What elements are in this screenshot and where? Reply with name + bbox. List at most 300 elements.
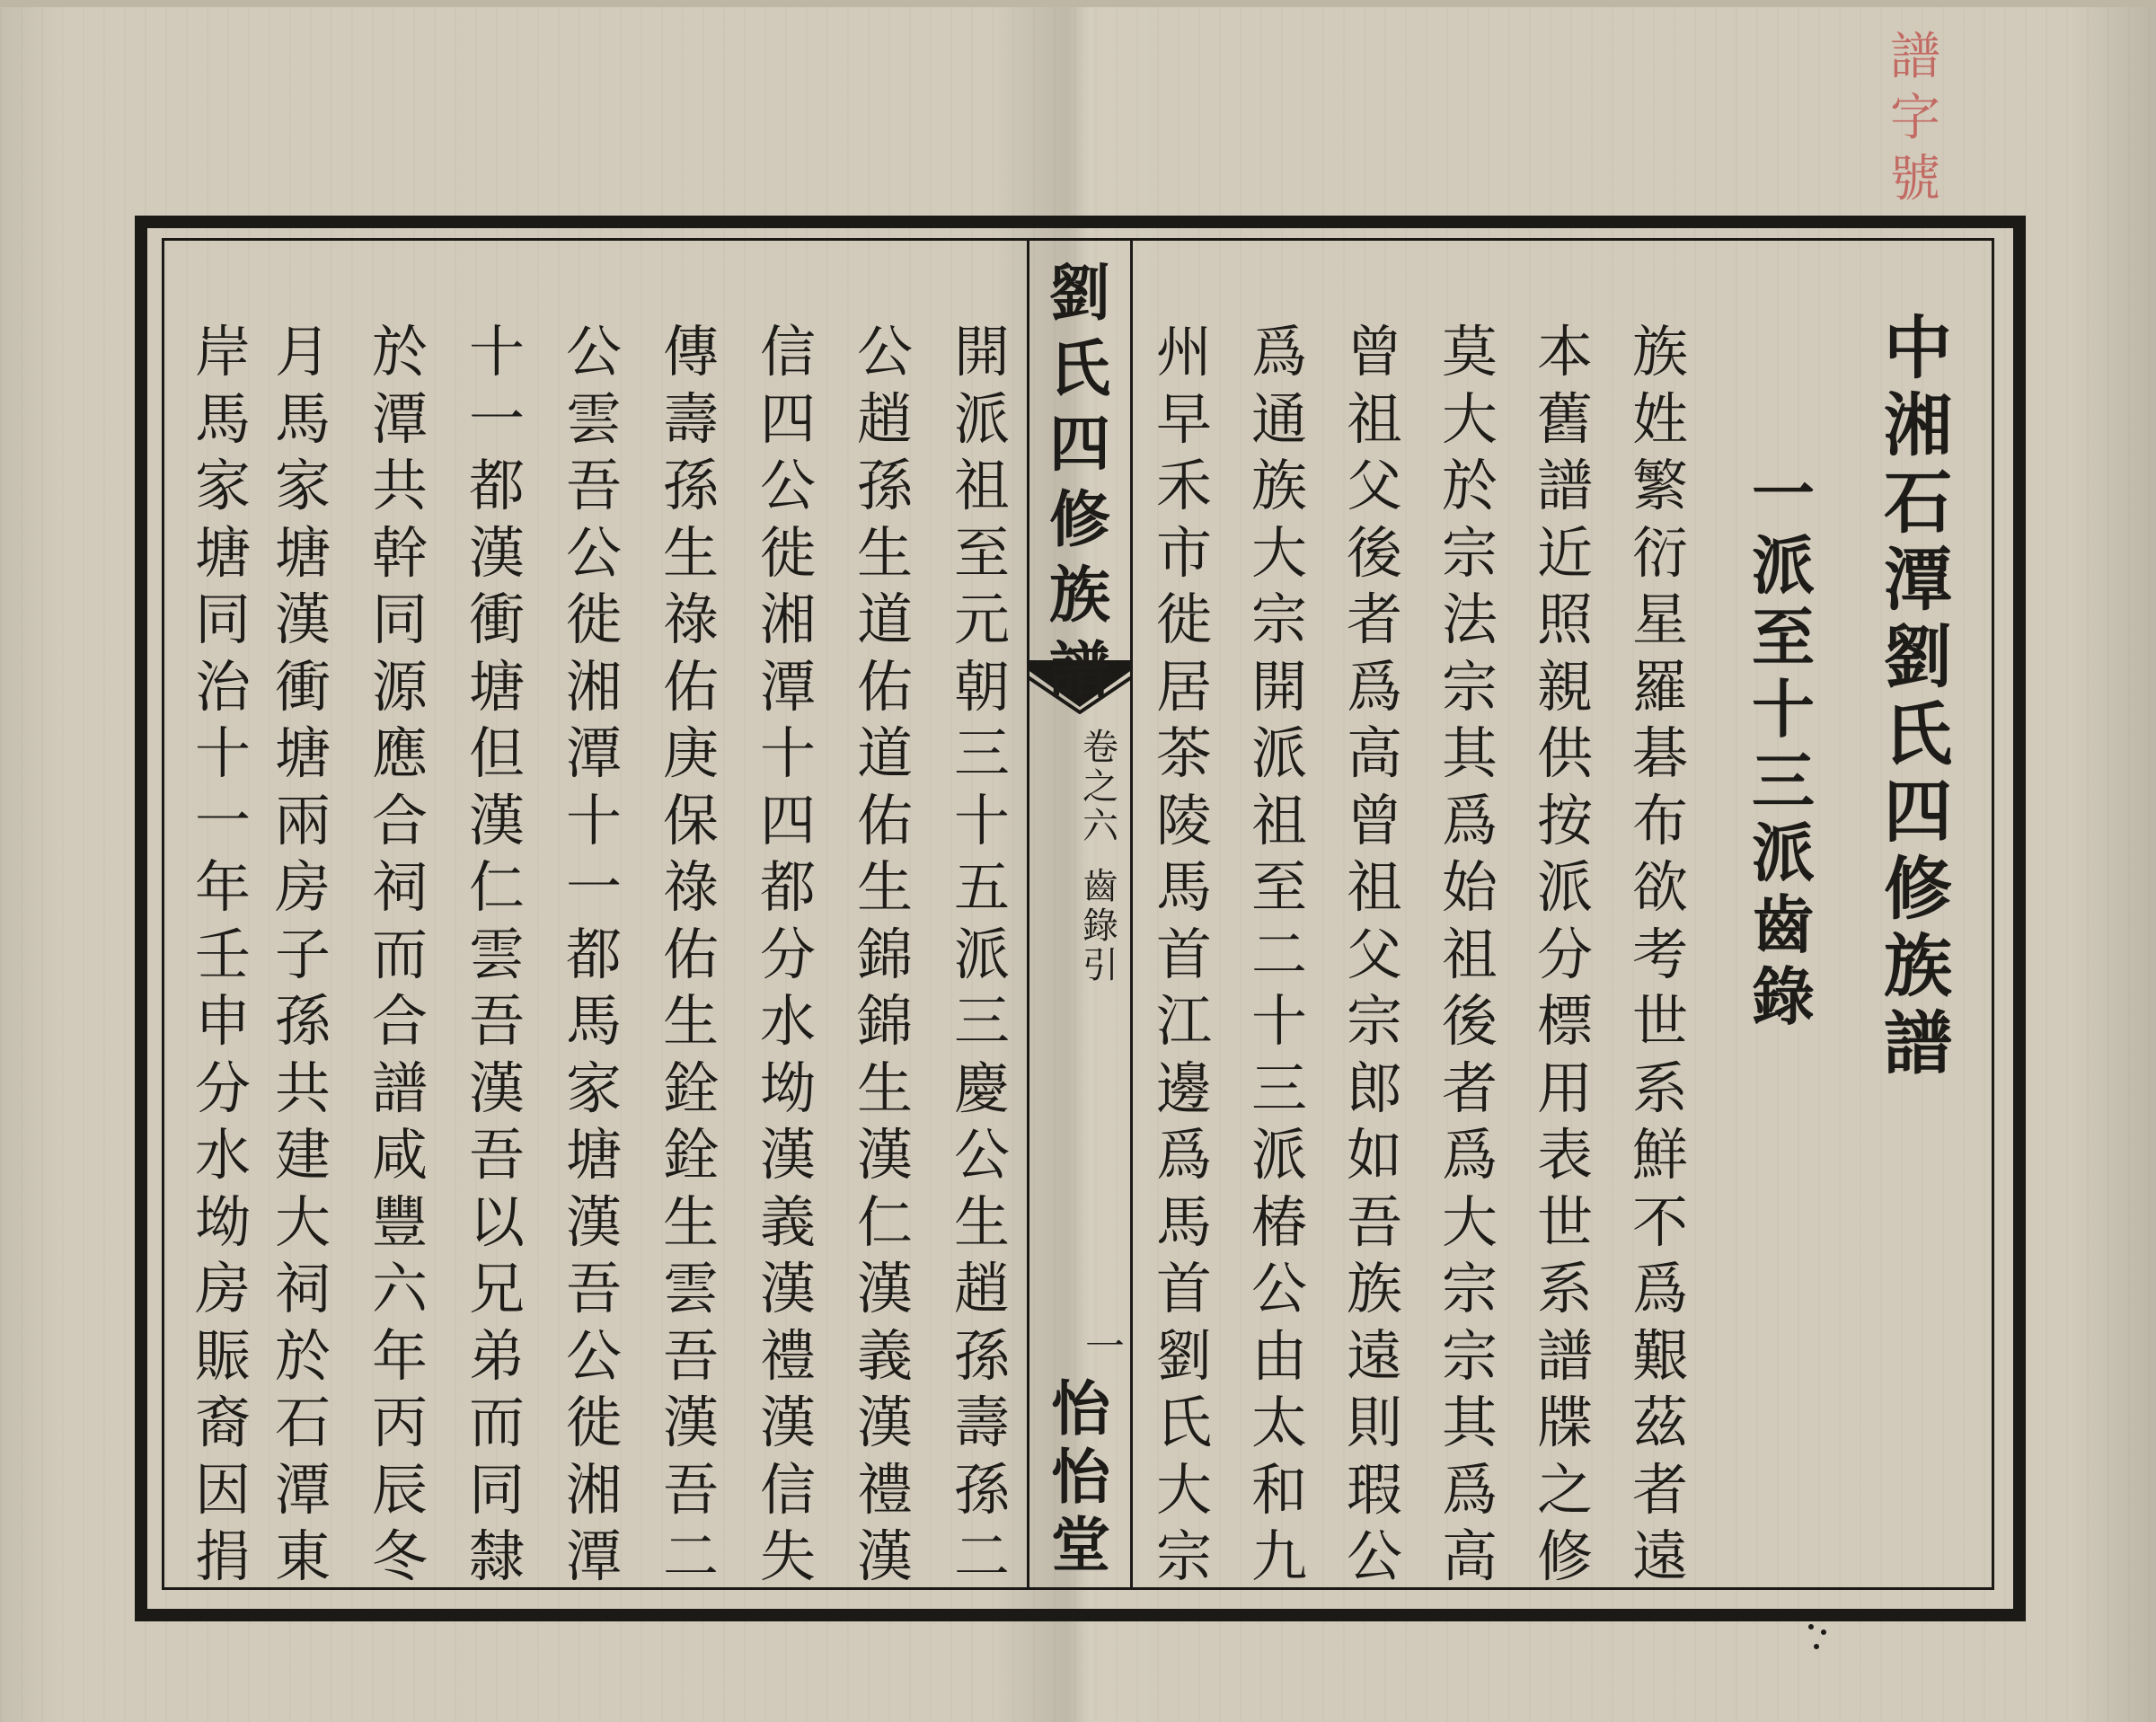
glyph: 漢: [856, 1523, 913, 1589]
glyph: 二: [662, 1523, 719, 1589]
glyph: 照: [1536, 587, 1593, 652]
glyph: 族: [1346, 1256, 1402, 1321]
left-text-column-1: [941, 319, 1022, 1591]
glyph: 塘: [468, 653, 525, 720]
glyph: 家: [565, 1055, 622, 1121]
glyph: 禮: [856, 1456, 913, 1523]
glyph: 宗: [1155, 1523, 1212, 1589]
glyph: 祖: [953, 453, 1010, 518]
glyph: 於: [371, 319, 428, 384]
glyph: 湘: [1884, 385, 1952, 465]
glyph: 雲: [565, 385, 622, 452]
glyph: 漢: [468, 519, 525, 586]
glyph: 漢: [856, 1122, 913, 1188]
glyph: 羅: [1631, 653, 1688, 720]
banxin-juan: [1074, 728, 1127, 846]
glyph: 漢: [565, 1188, 622, 1255]
glyph: 丙: [371, 1390, 428, 1455]
glyph: 捐: [194, 1523, 251, 1589]
glyph: 保: [662, 787, 719, 853]
glyph: 州: [1155, 319, 1212, 384]
glyph: 共: [274, 1055, 331, 1121]
glyph: 修: [1884, 849, 1952, 929]
glyph: 父: [1346, 921, 1402, 987]
glyph: 艱: [1631, 1322, 1688, 1389]
glyph: 馬: [194, 385, 251, 452]
glyph: 祖: [1441, 921, 1498, 987]
glyph: 宗: [1441, 1322, 1498, 1389]
glyph: 由: [1250, 1322, 1307, 1389]
glyph: 錄: [1082, 905, 1118, 947]
glyph: 吾: [565, 1256, 622, 1321]
glyph: 孫: [953, 1322, 1010, 1389]
left-text-column-3: [747, 319, 828, 1591]
glyph: 十: [953, 787, 1010, 853]
glyph: 一: [565, 854, 622, 920]
glyph: 布: [1631, 787, 1688, 853]
glyph: 爲: [1441, 787, 1498, 853]
glyph: 大: [1155, 1456, 1212, 1523]
banxin-hall-name: [1036, 1374, 1126, 1579]
glyph: 系: [1631, 1055, 1688, 1121]
glyph: 茲: [1631, 1390, 1688, 1455]
glyph: 治: [194, 653, 251, 720]
glyph: 者: [1346, 587, 1402, 652]
glyph: 一: [1085, 1324, 1125, 1370]
glyph: 四: [1884, 772, 1952, 852]
glyph: 吾: [1346, 1188, 1402, 1255]
glyph: 宗: [1441, 653, 1498, 720]
glyph: 齒: [1752, 887, 1815, 962]
glyph: 四: [1048, 409, 1110, 481]
glyph: 譜: [1536, 1322, 1593, 1389]
glyph: 潭: [565, 1523, 622, 1589]
glyph: 錦: [856, 988, 913, 1054]
glyph: 族: [1250, 453, 1307, 518]
glyph: 共: [371, 453, 428, 518]
right-page-subtitle: [1738, 458, 1828, 1033]
glyph: 家: [194, 453, 251, 518]
glyph: 祖: [1346, 854, 1402, 920]
glyph: 子: [274, 921, 331, 987]
glyph: 兄: [468, 1256, 525, 1321]
glyph: 和: [1250, 1456, 1307, 1523]
glyph: 義: [856, 1322, 913, 1389]
glyph: 慶: [953, 1055, 1010, 1121]
glyph: 以: [468, 1188, 525, 1255]
right-page-title: [1869, 310, 1967, 1082]
glyph: 至: [953, 519, 1010, 586]
glyph: 生: [856, 854, 913, 920]
glyph: 之: [1536, 1456, 1593, 1523]
glyph: 賑: [194, 1322, 251, 1389]
glyph: 宗: [1441, 519, 1498, 586]
glyph: 二: [1250, 921, 1307, 987]
right-text-column-3: [1429, 319, 1510, 1591]
glyph: 分: [759, 921, 816, 987]
glyph: 譜: [1890, 28, 1940, 86]
glyph: 衝: [468, 587, 525, 652]
glyph: 塘: [565, 1122, 622, 1188]
glyph: 義: [759, 1188, 816, 1255]
glyph: 潭: [371, 385, 428, 452]
glyph: 族: [1884, 926, 1952, 1006]
glyph: 三: [953, 988, 1010, 1054]
glyph: 堂: [1051, 1510, 1110, 1580]
glyph: 二: [953, 1523, 1010, 1589]
glyph: 孫: [662, 453, 719, 518]
glyph: 辰: [371, 1456, 428, 1523]
glyph: 字: [1890, 89, 1940, 147]
glyph: 號: [1890, 150, 1940, 208]
glyph: 弟: [468, 1322, 525, 1389]
glyph: 近: [1536, 519, 1593, 586]
glyph: 派: [1250, 720, 1307, 786]
banxin-section: [1074, 867, 1127, 985]
left-text-column-5: [553, 319, 634, 1591]
glyph: 湘: [565, 1456, 622, 1523]
glyph: 早: [1155, 385, 1212, 452]
glyph: 氏: [1884, 694, 1952, 774]
glyph: 派: [1250, 1122, 1307, 1188]
glyph: 銓: [662, 1055, 719, 1121]
glyph: 劉: [1048, 258, 1110, 330]
glyph: 生: [662, 519, 719, 586]
glyph: 開: [953, 319, 1010, 384]
glyph: 祖: [1250, 787, 1307, 853]
glyph: 衝: [274, 653, 331, 720]
glyph: 仁: [856, 1188, 913, 1255]
glyph: 徙: [759, 519, 816, 586]
left-text-column-8: [262, 319, 343, 1591]
glyph: 道: [856, 587, 913, 652]
glyph: 太: [1250, 1390, 1307, 1455]
glyph: 爲: [1441, 1456, 1498, 1523]
glyph: 星: [1631, 587, 1688, 652]
glyph: 因: [194, 1456, 251, 1523]
glyph: 後: [1441, 988, 1498, 1054]
glyph: 佑: [856, 787, 913, 853]
glyph: 族: [1631, 319, 1688, 384]
glyph: 禾: [1155, 453, 1212, 518]
glyph: 中: [1884, 308, 1952, 388]
glyph: 潭: [274, 1456, 331, 1523]
glyph: 高: [1441, 1523, 1498, 1589]
glyph: 公: [759, 453, 816, 518]
glyph: 馬: [565, 988, 622, 1054]
glyph: 於: [1441, 453, 1498, 518]
glyph: 始: [1441, 854, 1498, 920]
glyph: 壬: [194, 921, 251, 987]
glyph: 莫: [1441, 319, 1498, 384]
glyph: 月: [274, 319, 331, 384]
glyph: 瑕: [1346, 1456, 1402, 1523]
glyph: 漢: [662, 1390, 719, 1455]
glyph: 公: [1346, 1523, 1402, 1589]
banxin-title: [1030, 256, 1129, 709]
glyph: 應: [371, 720, 428, 786]
glyph: 吾: [565, 453, 622, 518]
glyph: 兩: [274, 787, 331, 853]
glyph: 咸: [371, 1122, 428, 1188]
glyph: 十: [565, 787, 622, 853]
glyph: 祠: [274, 1256, 331, 1321]
glyph: 族: [1048, 560, 1110, 631]
glyph: 漢: [759, 1390, 816, 1455]
glyph: 漢: [468, 787, 525, 853]
glyph: 祠: [371, 854, 428, 920]
glyph: 至: [1250, 854, 1307, 920]
glyph: 佑: [662, 653, 719, 720]
glyph: 一: [1752, 456, 1815, 531]
glyph: 吾: [468, 988, 525, 1054]
glyph: 十: [468, 319, 525, 384]
glyph: 坳: [759, 1055, 816, 1121]
glyph: 豐: [371, 1188, 428, 1255]
glyph: 湘: [565, 653, 622, 720]
glyph: 繁: [1631, 453, 1688, 518]
glyph: 五: [953, 854, 1010, 920]
glyph: 者: [1631, 1456, 1688, 1523]
glyph: 祿: [662, 587, 719, 652]
glyph: 錄: [1752, 959, 1815, 1034]
glyph: 表: [1536, 1122, 1593, 1188]
glyph: 馬: [1155, 1188, 1212, 1255]
glyph: 舊: [1536, 385, 1593, 452]
glyph: 吾: [468, 1122, 525, 1188]
glyph: 四: [759, 787, 816, 853]
glyph: 徙: [565, 587, 622, 652]
glyph: 派: [953, 385, 1010, 452]
glyph: 郎: [1346, 1055, 1402, 1121]
glyph: 至: [1752, 600, 1815, 675]
glyph: 譜: [1884, 1003, 1952, 1083]
glyph: 公: [953, 1122, 1010, 1188]
glyph: 但: [468, 720, 525, 786]
glyph: 者: [1441, 1055, 1498, 1121]
glyph: 孫: [274, 988, 331, 1054]
glyph: 失: [759, 1523, 816, 1589]
glyph: 潭: [565, 720, 622, 786]
glyph: 馬: [1155, 854, 1212, 920]
glyph: 系: [1536, 1256, 1593, 1321]
glyph: 標: [1536, 988, 1593, 1054]
glyph: 牒: [1536, 1390, 1593, 1455]
glyph: 信: [759, 1456, 816, 1523]
glyph: 水: [194, 1122, 251, 1188]
right-text-column-1: [1620, 319, 1701, 1591]
glyph: 公: [856, 319, 913, 384]
glyph: 供: [1536, 720, 1593, 786]
glyph: 之: [1082, 766, 1118, 808]
glyph: 姓: [1631, 385, 1688, 452]
glyph: 生: [662, 1188, 719, 1255]
glyph: 房: [274, 854, 331, 920]
glyph: 朝: [953, 653, 1010, 720]
glyph: 十: [1250, 988, 1307, 1054]
glyph: 分: [1536, 921, 1593, 987]
glyph: 爲: [1631, 1256, 1688, 1321]
glyph: 塘: [194, 519, 251, 586]
glyph: 譜: [1536, 453, 1593, 518]
glyph: 佑: [856, 653, 913, 720]
glyph: 後: [1346, 519, 1402, 586]
glyph: 申: [194, 988, 251, 1054]
glyph: 孫: [856, 453, 913, 518]
glyph: 生: [856, 519, 913, 586]
glyph: 六: [371, 1256, 428, 1321]
glyph: 同: [371, 587, 428, 652]
glyph: 遠: [1631, 1523, 1688, 1589]
glyph: 塘: [274, 720, 331, 786]
glyph: 十: [194, 720, 251, 786]
glyph: 徙: [565, 1390, 622, 1455]
glyph: 都: [468, 453, 525, 518]
glyph: 趙: [953, 1256, 1010, 1321]
glyph: 氏: [1155, 1390, 1212, 1455]
left-text-column-7: [359, 319, 440, 1591]
glyph: 如: [1346, 1122, 1402, 1188]
glyph: 佑: [662, 921, 719, 987]
glyph: 傳: [662, 319, 719, 384]
glyph: 劉: [1884, 617, 1952, 697]
left-text-column-2: [844, 319, 925, 1591]
glyph: 修: [1048, 484, 1110, 556]
glyph: 宗: [1250, 587, 1307, 652]
glyph: 大: [1250, 519, 1307, 586]
glyph: 按: [1536, 787, 1593, 853]
glyph: 曾: [1346, 319, 1402, 384]
glyph: 曾: [1346, 787, 1402, 853]
glyph: 一: [194, 787, 251, 853]
glyph: 房: [194, 1256, 251, 1321]
glyph: 父: [1346, 453, 1402, 518]
glyph: 漢: [759, 1122, 816, 1188]
glyph: 都: [759, 854, 816, 920]
ink-dots: [1806, 1621, 1842, 1657]
glyph: 庚: [662, 720, 719, 786]
glyph: 同: [194, 587, 251, 652]
glyph: 爲: [1155, 1122, 1212, 1188]
glyph: 派: [953, 921, 1010, 987]
glyph: 大: [1441, 385, 1498, 452]
glyph: 六: [1082, 806, 1118, 847]
glyph: 用: [1536, 1055, 1593, 1121]
glyph: 水: [759, 988, 816, 1054]
glyph: 十: [1752, 672, 1815, 746]
glyph: 爲: [1346, 653, 1402, 720]
glyph: 幹: [371, 519, 428, 586]
glyph: 元: [953, 587, 1010, 652]
glyph: 高: [1346, 720, 1402, 786]
right-text-column-5: [1239, 319, 1320, 1591]
glyph: 潭: [759, 653, 816, 720]
glyph: 九: [1250, 1523, 1307, 1589]
glyph: 開: [1250, 653, 1307, 720]
glyph: 宗: [1346, 988, 1402, 1054]
glyph: 石: [274, 1390, 331, 1455]
glyph: 爲: [1250, 319, 1307, 384]
glyph: 仁: [468, 854, 525, 920]
glyph: 孫: [953, 1456, 1010, 1523]
glyph: 建: [274, 1122, 331, 1188]
glyph: 年: [371, 1322, 428, 1389]
glyph: 大: [274, 1188, 331, 1255]
glyph: 而: [468, 1390, 525, 1455]
glyph: 椿: [1250, 1188, 1307, 1255]
glyph: 趙: [856, 385, 913, 452]
left-text-column-4: [650, 319, 731, 1591]
glyph: 家: [274, 453, 331, 518]
glyph: 而: [371, 921, 428, 987]
glyph: 親: [1536, 653, 1593, 720]
glyph: 衍: [1631, 519, 1688, 586]
glyph: 碁: [1631, 720, 1688, 786]
right-text-column-6: [1144, 319, 1224, 1591]
glyph: 生: [953, 1188, 1010, 1255]
glyph: 生: [662, 988, 719, 1054]
glyph: 十: [759, 720, 816, 786]
glyph: 派: [1752, 528, 1815, 603]
glyph: 大: [1441, 1188, 1498, 1255]
glyph: 三: [1752, 744, 1815, 818]
glyph: 派: [1752, 816, 1815, 890]
glyph: 同: [468, 1456, 525, 1523]
glyph: 吾: [662, 1456, 719, 1523]
glyph: 生: [856, 1055, 913, 1121]
glyph: 爲: [1441, 1122, 1498, 1188]
glyph: 公: [1250, 1256, 1307, 1321]
banxin-page-number: [1078, 1325, 1132, 1370]
glyph: 世: [1631, 988, 1688, 1054]
glyph: 其: [1441, 720, 1498, 786]
glyph: 岸: [194, 319, 251, 384]
glyph: 都: [565, 921, 622, 987]
glyph: 譜: [1048, 635, 1110, 707]
glyph: 修: [1536, 1523, 1593, 1589]
glyph: 雲: [662, 1256, 719, 1321]
glyph: 派: [1536, 854, 1593, 920]
glyph: 漢: [856, 1390, 913, 1455]
glyph: 合: [371, 787, 428, 853]
glyph: 漢: [468, 1055, 525, 1121]
glyph: 齒: [1082, 866, 1118, 907]
left-text-column-9: [182, 319, 263, 1591]
glyph: 分: [194, 1055, 251, 1121]
glyph: 合: [371, 988, 428, 1054]
glyph: 潭: [1884, 540, 1952, 620]
glyph: 則: [1346, 1390, 1402, 1455]
glyph: 道: [856, 720, 913, 786]
glyph: 祿: [662, 854, 719, 920]
glyph: 四: [759, 385, 816, 452]
glyph: 遠: [1346, 1322, 1402, 1389]
collection-seal: [1879, 27, 1951, 234]
glyph: 引: [1082, 945, 1118, 986]
glyph: 法: [1441, 587, 1498, 652]
glyph: 江: [1155, 988, 1212, 1054]
page-top-edge: [0, 0, 2156, 7]
glyph: 三: [1250, 1055, 1307, 1121]
glyph: 市: [1155, 519, 1212, 586]
glyph: 雲: [468, 921, 525, 987]
right-text-column-4: [1334, 319, 1415, 1591]
glyph: 公: [565, 319, 622, 384]
glyph: 祖: [1346, 385, 1402, 452]
glyph: 錦: [856, 921, 913, 987]
glyph: 年: [194, 854, 251, 920]
glyph: 裔: [194, 1390, 251, 1455]
